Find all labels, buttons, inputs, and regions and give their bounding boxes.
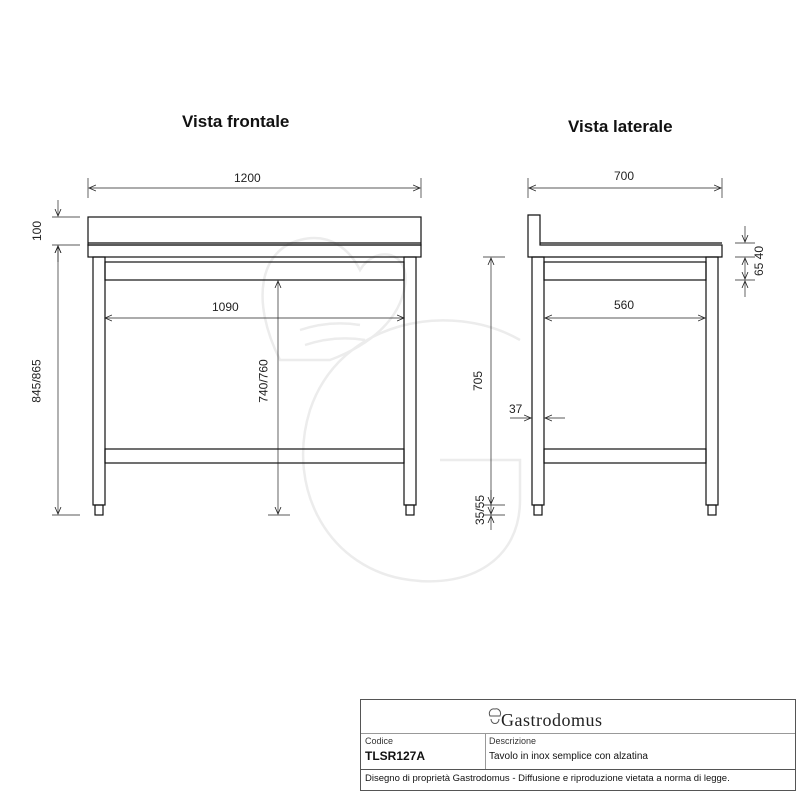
side-foot-left bbox=[534, 505, 542, 515]
chef-hat-icon bbox=[488, 706, 502, 728]
dim-front-leg-height: 740/760 bbox=[256, 359, 271, 403]
side-leg-left bbox=[532, 257, 544, 505]
dim-front-total-height: 845/865 bbox=[29, 359, 44, 403]
dim-front-upstand: 100 bbox=[30, 220, 45, 242]
side-leg-right bbox=[706, 257, 718, 505]
front-dimensions bbox=[52, 178, 421, 515]
side-lower-stretcher bbox=[544, 449, 706, 463]
description-value: Tavolo in inox semplice con alzatina bbox=[489, 751, 648, 762]
dim-side-leg-offset: 37 bbox=[509, 402, 523, 416]
side-view-title: Vista laterale bbox=[568, 117, 673, 136]
front-top-edge bbox=[88, 245, 421, 257]
side-view bbox=[528, 215, 722, 515]
code-cell bbox=[361, 733, 486, 770]
front-leg-right bbox=[404, 257, 416, 505]
front-top bbox=[88, 217, 421, 245]
front-foot-left bbox=[95, 505, 103, 515]
side-top-stretcher bbox=[544, 262, 706, 280]
front-lower-stretcher bbox=[105, 449, 404, 463]
description-cell bbox=[485, 733, 795, 770]
dim-front-inner-width: 1090 bbox=[212, 300, 239, 314]
code-value: TLSR127A bbox=[365, 749, 426, 763]
dim-side-depth: 700 bbox=[614, 169, 635, 183]
side-upstand bbox=[528, 215, 722, 257]
side-foot-right bbox=[708, 505, 716, 515]
brand-logo: Gastrodomus bbox=[501, 710, 603, 730]
title-block bbox=[360, 699, 796, 791]
code-label: Codice bbox=[365, 736, 394, 746]
front-view bbox=[88, 217, 421, 515]
front-view-title: Vista frontale bbox=[182, 112, 290, 131]
side-dimensions bbox=[483, 178, 755, 530]
dim-side-leg-height: 705 bbox=[471, 370, 486, 392]
watermark-logo bbox=[263, 238, 523, 581]
title-block-logo-row bbox=[361, 700, 795, 734]
description-label: Descrizione bbox=[489, 736, 537, 746]
dim-side-inner-depth: 560 bbox=[614, 298, 635, 312]
front-leg-left bbox=[93, 257, 105, 505]
footer-note: Disegno di proprietà Gastrodomus - Diffusione e riproduzione vietata a norma di legge. bbox=[365, 773, 730, 784]
front-foot-right bbox=[406, 505, 414, 515]
dim-side-upstand-height: 65 40 bbox=[752, 245, 767, 277]
dim-side-foot-adjust: 35/55 bbox=[473, 494, 488, 526]
dim-front-width: 1200 bbox=[234, 171, 261, 185]
